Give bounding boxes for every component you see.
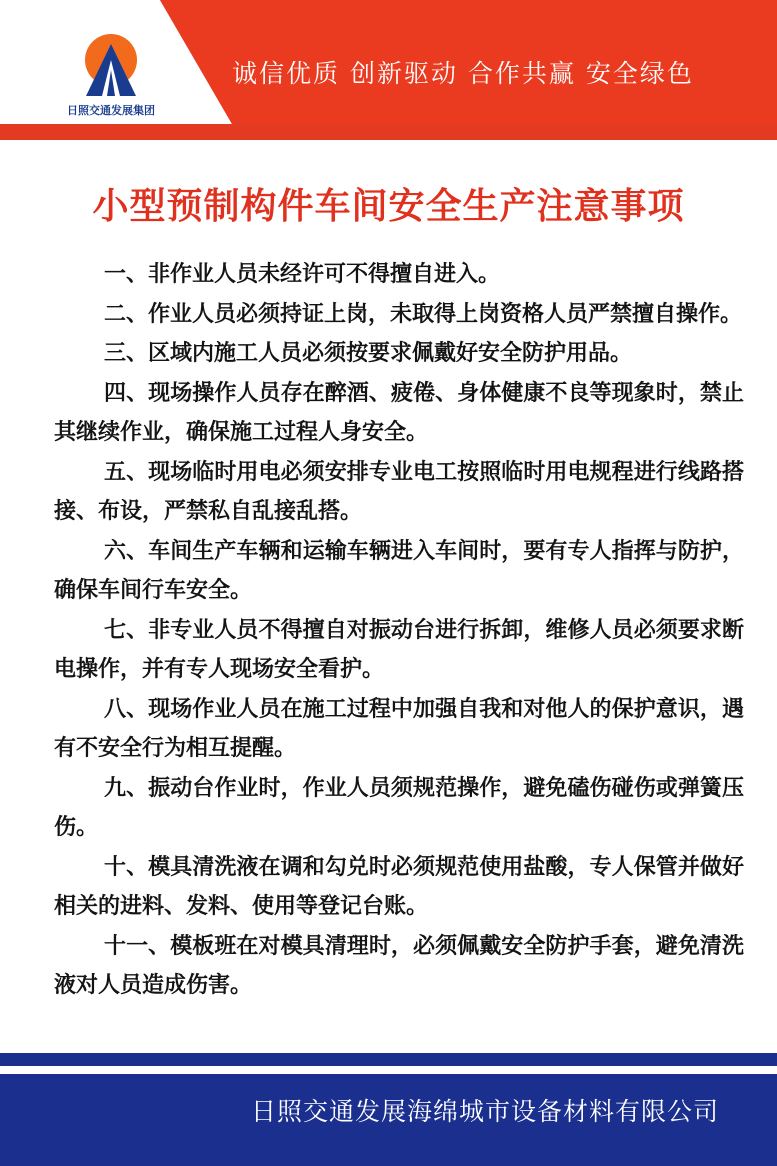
rule-item-4: 四、现场操作人员存在醉酒、疲倦、身体健康不良等现象时，禁止其继续作业，确保施工过程人身安全。	[54, 380, 744, 445]
logo-icon	[56, 30, 166, 102]
rule-item-11: 十一、模板班在对模具清理时，必须佩戴安全防护手套，避免清洗液对人员造成伤害。	[54, 933, 744, 998]
header-bottom-bar	[0, 124, 777, 140]
rule-item-1: 一、非作业人员未经许可不得擅自进入。	[104, 262, 501, 287]
rule-item-2: 二、作业人员必须持证上岗，未取得上岗资格人员严禁擅自操作。	[104, 301, 743, 327]
rules-list	[54, 255, 744, 1006]
company-name: 日照交通发展海绵城市设备材料有限公司	[250, 1097, 719, 1126]
rule-item-8: 八、现场作业人员在施工过程中加强自我和对他人的保护意识，遇有不安全行为相互提醒。	[54, 696, 744, 761]
rule-item-9: 九、振动台作业时，作业人员须规范操作，避免磕伤碰伤或弹簧压伤。	[54, 775, 744, 840]
company-logo	[56, 30, 166, 120]
rule-item-7: 七、非专业人员不得擅自对振动台进行拆卸，维修人员必须要求断电操作，并有专人现场安全看护。	[54, 617, 744, 682]
slogan-text: 诚信优质 创新驱动 合作共赢 安全绿色	[232, 59, 694, 88]
rule-item-5: 五、现场临时用电必须安排专业电工按照临时用电规程进行线路搭接、布设，严禁私自乱接乱搭。	[54, 459, 744, 524]
page-title: 小型预制构件车间安全生产注意事项	[92, 186, 685, 227]
rule-item-10: 十、模具清洗液在调和勾兑时必须规范使用盐酸，专人保管并做好相关的进料、发料、使用等登记台账。	[54, 854, 744, 919]
rule-item-3: 三、区域内施工人员必须按要求佩戴好安全防护用品。	[104, 341, 633, 366]
header-banner	[0, 0, 777, 150]
rule-item-6: 六、车间生产车辆和运输车辆进入车间时，要有专人指挥与防护，确保车间行车安全。	[54, 538, 744, 603]
logo-text: 日照交通发展集团	[67, 104, 155, 117]
footer-banner	[0, 1074, 777, 1166]
footer-accent-bar	[0, 1053, 777, 1066]
